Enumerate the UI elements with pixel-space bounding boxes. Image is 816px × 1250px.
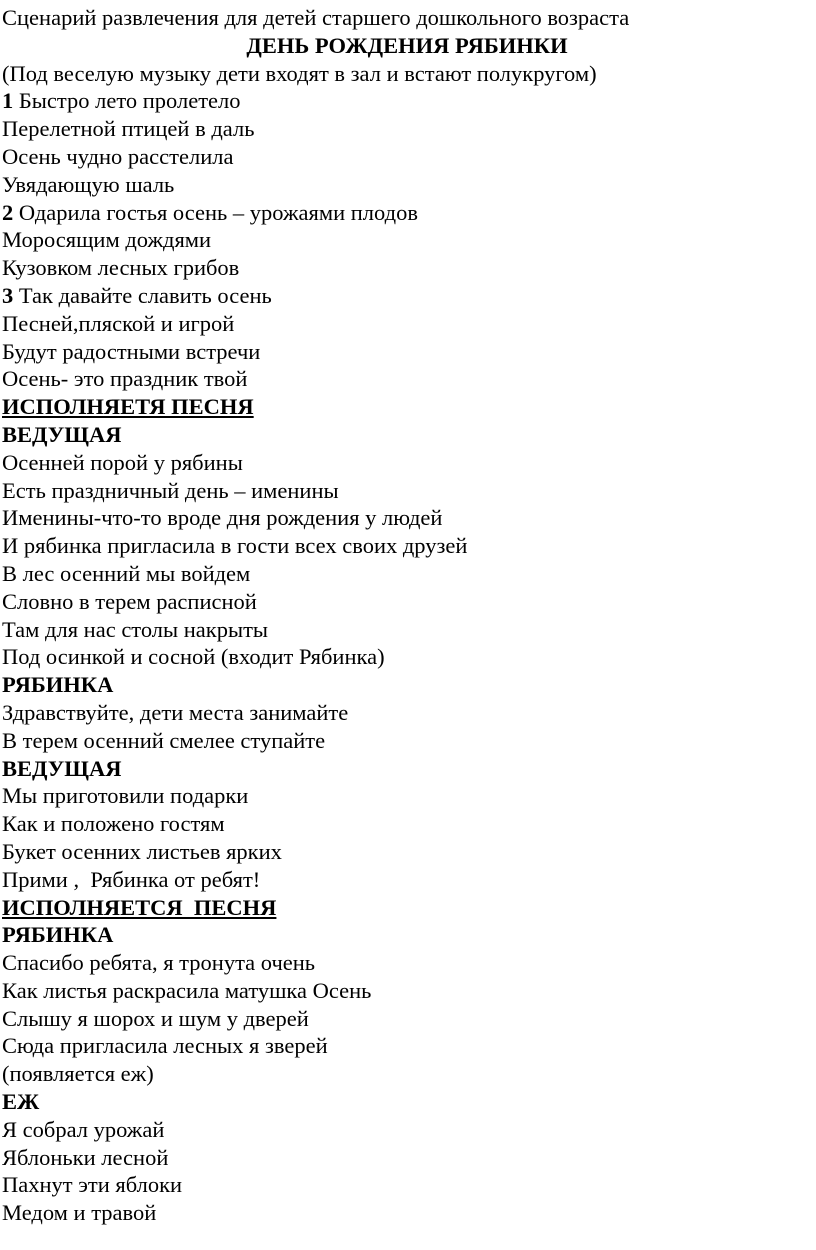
speaker-label: ЕЖ	[2, 1089, 40, 1115]
verse-number: 1	[2, 88, 14, 114]
script-line: Слышу я шорох и шум у дверей	[2, 1005, 309, 1031]
script-line: Как и положено гостям	[2, 811, 225, 837]
script-line: Будут радостными встречи	[2, 338, 261, 364]
verse-line	[2, 87, 816, 115]
script-line: (Под веселую музыку дети входят в зал и встают полукругом)	[2, 60, 597, 86]
script-line: Сюда пригласила лесных я зверей	[2, 1033, 328, 1059]
script-line: Под осинкой и сосной (входит Рябинка)	[2, 644, 385, 670]
script-line: Здравствуйте, дети места занимайте	[2, 699, 349, 725]
script-line: Как листья раскрасила матушка Осень	[2, 977, 372, 1003]
script-line: Я собрал урожай	[2, 1116, 165, 1142]
script-line: Осень чудно расстелила	[2, 143, 234, 169]
speaker-label: РЯБИНКА	[2, 922, 114, 948]
speaker-label: ВЕДУЩАЯ	[2, 421, 122, 447]
script-line: Именины-что-то вроде дня рождения у людей	[2, 505, 443, 531]
verse-number: 2	[2, 199, 14, 225]
script-line: Песней,пляской и игрой	[2, 310, 235, 336]
script-line: Кузовком лесных грибов	[2, 255, 240, 281]
script-line: Яблоньки лесной	[2, 1144, 169, 1170]
document-title: Сценарий развлечения для детей старшего дошкольного возраста	[2, 5, 630, 30]
script-line: Медом и травой	[2, 1200, 157, 1226]
speaker-label: РЯБИНКА	[2, 672, 114, 698]
script-line: Словно в терем расписной	[2, 588, 257, 614]
script-line: Прими , Рябинка от ребят!	[2, 866, 261, 892]
script-line: Спасибо ребята, я тронута очень	[2, 950, 316, 976]
song-cue: ИСПОЛНЯЕТСЯ ПЕСНЯ	[2, 894, 277, 920]
song-cue: ИСПОЛНЯЕТЯ ПЕСНЯ	[2, 394, 254, 420]
script-line: И рябинка пригласила в гости всех своих друзей	[2, 533, 468, 559]
script-line: Увядающую шаль	[2, 171, 175, 197]
script-body	[2, 60, 816, 1227]
verse-line	[2, 199, 816, 227]
script-line: Осенней порой у рябины	[2, 449, 243, 475]
script-line: В лес осенний мы войдем	[2, 560, 251, 586]
verse-number: 3	[2, 282, 14, 308]
document-heading: ДЕНЬ РОЖДЕНИЯ РЯБИНКИ	[246, 32, 568, 58]
script-line: Там для нас столы накрыты	[2, 616, 269, 642]
script-line: Перелетной птицей в даль	[2, 116, 255, 142]
speaker-label: ВЕДУЩАЯ	[2, 755, 122, 781]
script-line: Мы приготовили подарки	[2, 783, 249, 809]
script-line: Пахнут эти яблоки	[2, 1172, 183, 1198]
verse-text: Быстро лето пролетело	[13, 88, 241, 114]
script-line: Осень- это праздник твой	[2, 366, 248, 392]
script-line: (появляется еж)	[2, 1061, 154, 1087]
verse-text: Одарила гостья осень – урожаями плодов	[13, 199, 418, 225]
script-line: Есть праздничный день – именины	[2, 477, 339, 503]
verse-line	[2, 282, 816, 310]
script-line: Моросящим дождями	[2, 227, 212, 253]
script-line: Букет осенних листьев ярких	[2, 838, 282, 864]
verse-text: Так давайте славить осень	[13, 282, 272, 308]
script-line: В терем осенний смелее ступайте	[2, 727, 326, 753]
